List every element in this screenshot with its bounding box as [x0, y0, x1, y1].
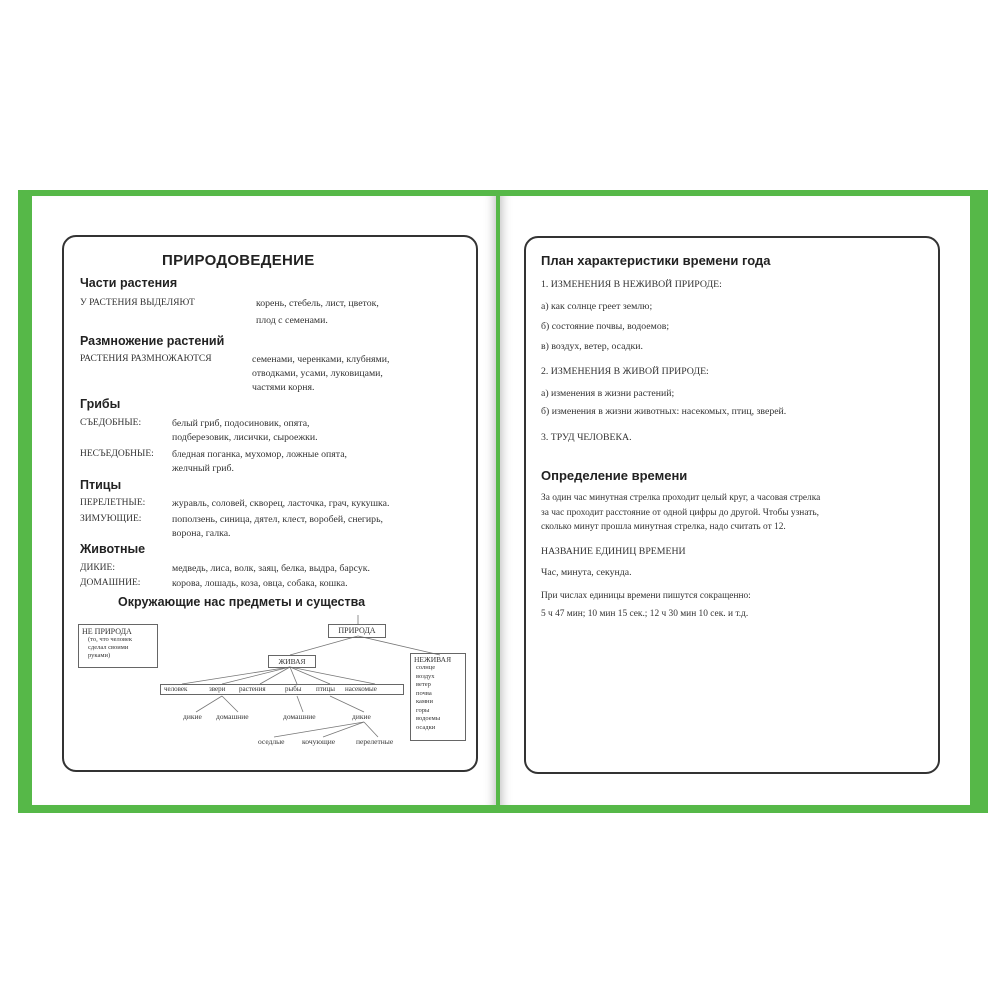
nonliving-box	[410, 653, 466, 741]
plan-item-2: 2. ИЗМЕНЕНИЯ В ЖИВОЙ ПРИРОДЕ:	[541, 366, 709, 377]
nonliving-item: осадки	[416, 723, 436, 731]
time-para-line3: сколько минут прошла минутная стрелка, надо считать от 12.	[541, 522, 786, 532]
birds-migratory: перелетные	[356, 737, 394, 746]
time-units-label: НАЗВАНИЕ ЕДИНИЦ ВРЕМЕНИ	[541, 546, 686, 557]
time-abbr-note: При числах единицы времени пишутся сокращенно:	[541, 591, 751, 601]
birds-settled: оседлые	[258, 737, 285, 746]
plan-item-3: 3. ТРУД ЧЕЛОВЕКА.	[541, 432, 632, 443]
nonliving-item: воздух	[416, 672, 435, 680]
beasts-wild: дикие	[183, 712, 202, 721]
reproduction-label: РАСТЕНИЯ РАЗМНОЖАЮТСЯ	[80, 354, 212, 364]
birds-domestic: домашние	[283, 712, 316, 721]
migratory-text: журавль, соловей, скворец, ласточка, грач, кукушка.	[172, 498, 390, 509]
edible-line1: белый гриб, подосиновик, опята,	[172, 418, 310, 429]
birds-heading: Птицы	[80, 478, 122, 492]
right-content-panel	[524, 236, 940, 774]
plant-parts-line1: корень, стебель, лист, цветок,	[256, 298, 379, 309]
wintering-label: ЗИМУЮЩИЕ:	[80, 514, 142, 524]
edible-line2: подберезовик, лисички, сыроежки.	[172, 432, 318, 443]
wintering-line1: поползень, синица, дятел, клест, воробей, снегирь,	[172, 514, 383, 525]
nonliving-item: ветер	[416, 681, 431, 688]
plant-parts-label: У РАСТЕНИЯ ВЫДЕЛЯЮТ	[80, 298, 195, 308]
plan-item-1c: в) воздух, ветер, осадки.	[541, 341, 643, 352]
surroundings-heading: Окружающие нас предметы и существа	[118, 595, 366, 609]
living-items-row	[160, 684, 404, 695]
living-box: ЖИВАЯ	[268, 655, 316, 668]
living-item-human: человек	[164, 685, 188, 693]
migratory-label: ПЕРЕЛЕТНЫЕ:	[80, 498, 146, 508]
time-para-line2: за час проходит расстояние от одной цифры до другой. Чтобы узнать,	[541, 508, 819, 518]
plan-item-1: 1. ИЗМЕНЕНИЯ В НЕЖИВОЙ ПРИРОДЕ:	[541, 279, 722, 290]
living-item-birds: птицы	[316, 685, 336, 693]
reproduction-line3: частями корня.	[252, 382, 315, 393]
plan-item-1b: б) состояние почвы, водоемов;	[541, 321, 670, 332]
not-nature-note2: сделал своими	[88, 644, 129, 651]
inedible-label: НЕСЪЕДОБНЫЕ:	[80, 449, 154, 459]
not-nature-note3: руками)	[88, 652, 111, 659]
plan-item-1a: а) как солнце греет землю;	[541, 301, 653, 312]
nonliving-item: водоемы	[416, 715, 441, 722]
left-page-title: ПРИРОДОВЕДЕНИЕ	[162, 252, 315, 269]
nonliving-item: горы	[416, 706, 430, 714]
not-nature-label: НЕ ПРИРОДА	[82, 627, 132, 636]
nature-box: ПРИРОДА	[328, 624, 386, 638]
reproduction-line1: семенами, черенками, клубнями,	[252, 354, 390, 365]
season-plan-heading: План характеристики времени года	[541, 253, 771, 268]
domestic-label: ДОМАШНИЕ:	[80, 578, 141, 588]
wild-label: ДИКИЕ:	[80, 563, 115, 573]
time-heading: Определение времени	[541, 468, 688, 483]
time-abbr-example: 5 ч 47 мин; 10 мин 15 сек.; 12 ч 30 мин 10 сек. и т.д.	[541, 609, 749, 619]
inedible-line2: желчный гриб.	[172, 463, 234, 474]
birds-nomadic: кочующие	[302, 737, 336, 746]
living-item-fish: рыбы	[285, 685, 302, 693]
birds-wild: дикие	[352, 712, 371, 721]
not-nature-box	[78, 624, 158, 668]
nonliving-item: камни	[416, 698, 434, 705]
animals-heading: Животные	[80, 542, 146, 556]
nonliving-item: почва	[416, 689, 432, 697]
domestic-text: корова, лошадь, коза, овца, собака, кошка.	[172, 578, 348, 589]
inedible-line1: бледная поганка, мухомор, ложные опята,	[172, 449, 347, 460]
nonliving-label: НЕЖИВАЯ	[414, 655, 452, 664]
plant-parts-line2: плод с семенами.	[256, 315, 328, 326]
plan-item-2b: б) изменения в жизни животных: насекомых, птиц, зверей.	[541, 406, 787, 417]
time-para-line1: За один час минутная стрелка проходит целый круг, а часовая стрелка	[541, 493, 821, 503]
edible-label: СЪЕДОБНЫЕ:	[80, 418, 142, 428]
not-nature-note1: (то, что человек	[88, 636, 133, 643]
plan-item-2a: а) изменения в жизни растений;	[541, 388, 675, 399]
beasts-domestic: домашние	[216, 712, 249, 721]
living-item-beasts: звери	[209, 685, 226, 693]
time-units: Час, минута, секунда.	[541, 567, 632, 578]
living-item-plants: растения	[239, 685, 266, 693]
mushrooms-heading: Грибы	[80, 397, 121, 411]
nonliving-item: солнце	[416, 664, 436, 671]
living-item-insects: насекомые	[345, 685, 377, 693]
plant-parts-heading: Части растения	[80, 276, 178, 290]
wild-text: медведь, лиса, волк, заяц, белка, выдра, барсук.	[172, 563, 370, 574]
reproduction-line2: отводками, усами, луковицами,	[252, 368, 383, 379]
wintering-line2: ворона, галка.	[172, 528, 231, 539]
reproduction-heading: Размножение растений	[80, 334, 225, 348]
